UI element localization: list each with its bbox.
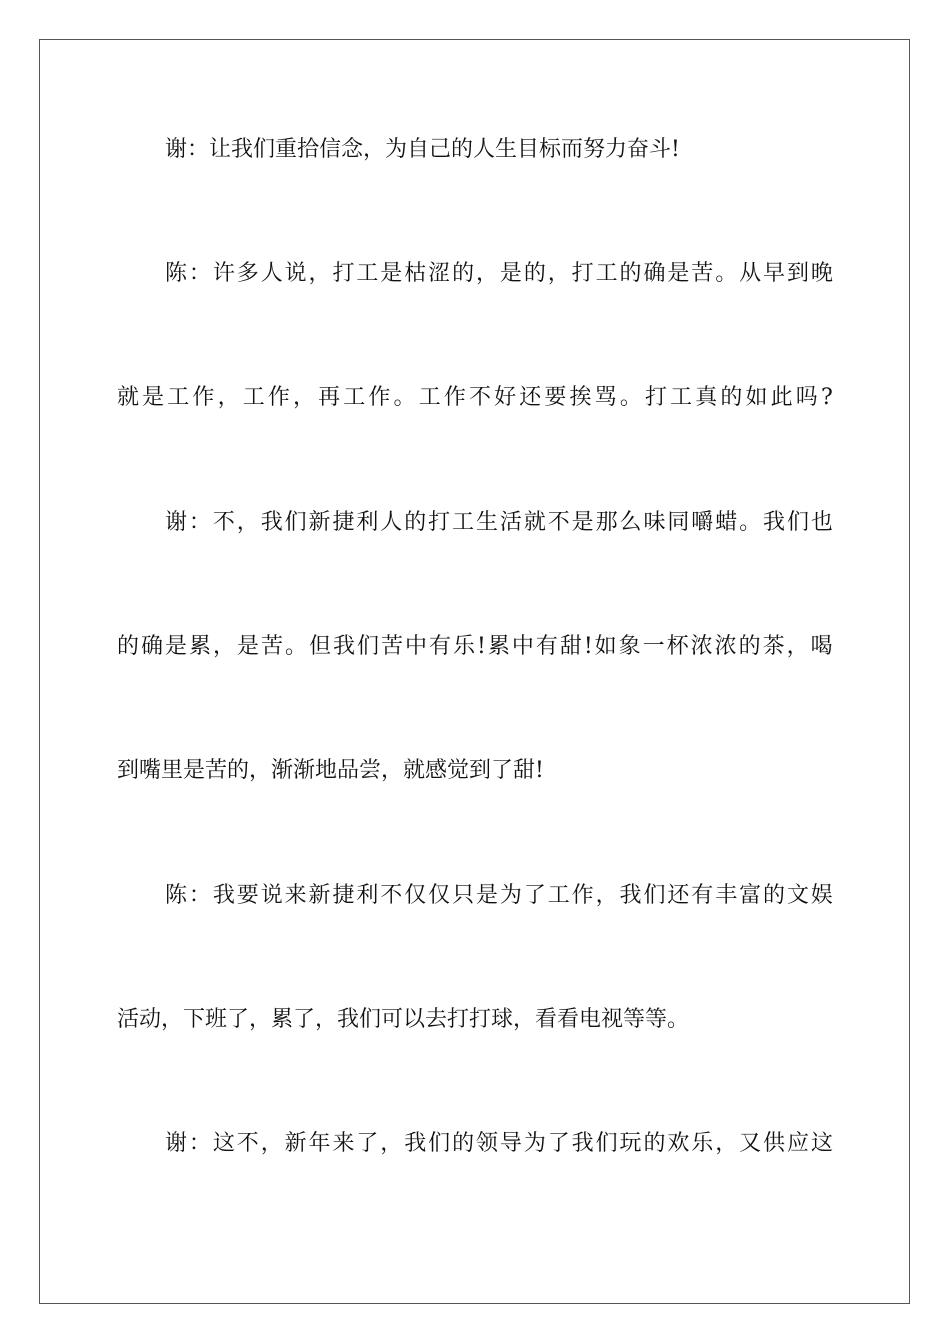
paragraph-line-6: 到嘴里是苦的，渐渐地品尝，就感觉到了甜! <box>117 758 544 783</box>
paragraph-line-1: 谢：让我们重拾信念，为自己的人生目标而努力奋斗! <box>165 137 680 162</box>
paragraph-line-8: 活动，下班了，累了，我们可以去打打球，看看电视等等。 <box>117 1007 690 1032</box>
paragraph-line-5: 的 确 是 累 ， 是 苦 。 但 我 们 苦 中 有 乐 ! 累 中 有 甜 ! 如 象 一 杯 浓 浓 的 茶 ， 喝 <box>117 634 833 659</box>
paragraph-line-4: 谢 ： 不 ， 我 们 新 捷 利 人 的 打 工 生 活 就 不 是 那 么 味 同 嚼 蜡 。 我 们 也 <box>165 510 833 535</box>
paragraph-line-2: 陈 ： 许 多 人 说 ， 打 工 是 枯 涩 的 ， 是 的 ， 打 工 的 确 是 苦 。 从 早 到 晚 <box>165 261 833 286</box>
paragraph-line-3: 就 是 工 作 ， 工 作 ， 再 工 作 。 工 作 不 好 还 要 挨 骂 。 打 工 真 的 如 此 吗 ? <box>117 385 833 410</box>
paragraph-line-9: 谢 ： 这 不 ， 新 年 来 了 ， 我 们 的 领 导 为 了 我 们 玩 的 欢 乐 ， 又 供 应 这 <box>165 1131 833 1156</box>
page-frame <box>39 39 910 1304</box>
paragraph-line-7: 陈 ： 我 要 说 来 新 捷 利 不 仅 仅 只 是 为 了 工 作 ， 我 们 还 有 丰 富 的 文 娱 <box>165 883 833 908</box>
